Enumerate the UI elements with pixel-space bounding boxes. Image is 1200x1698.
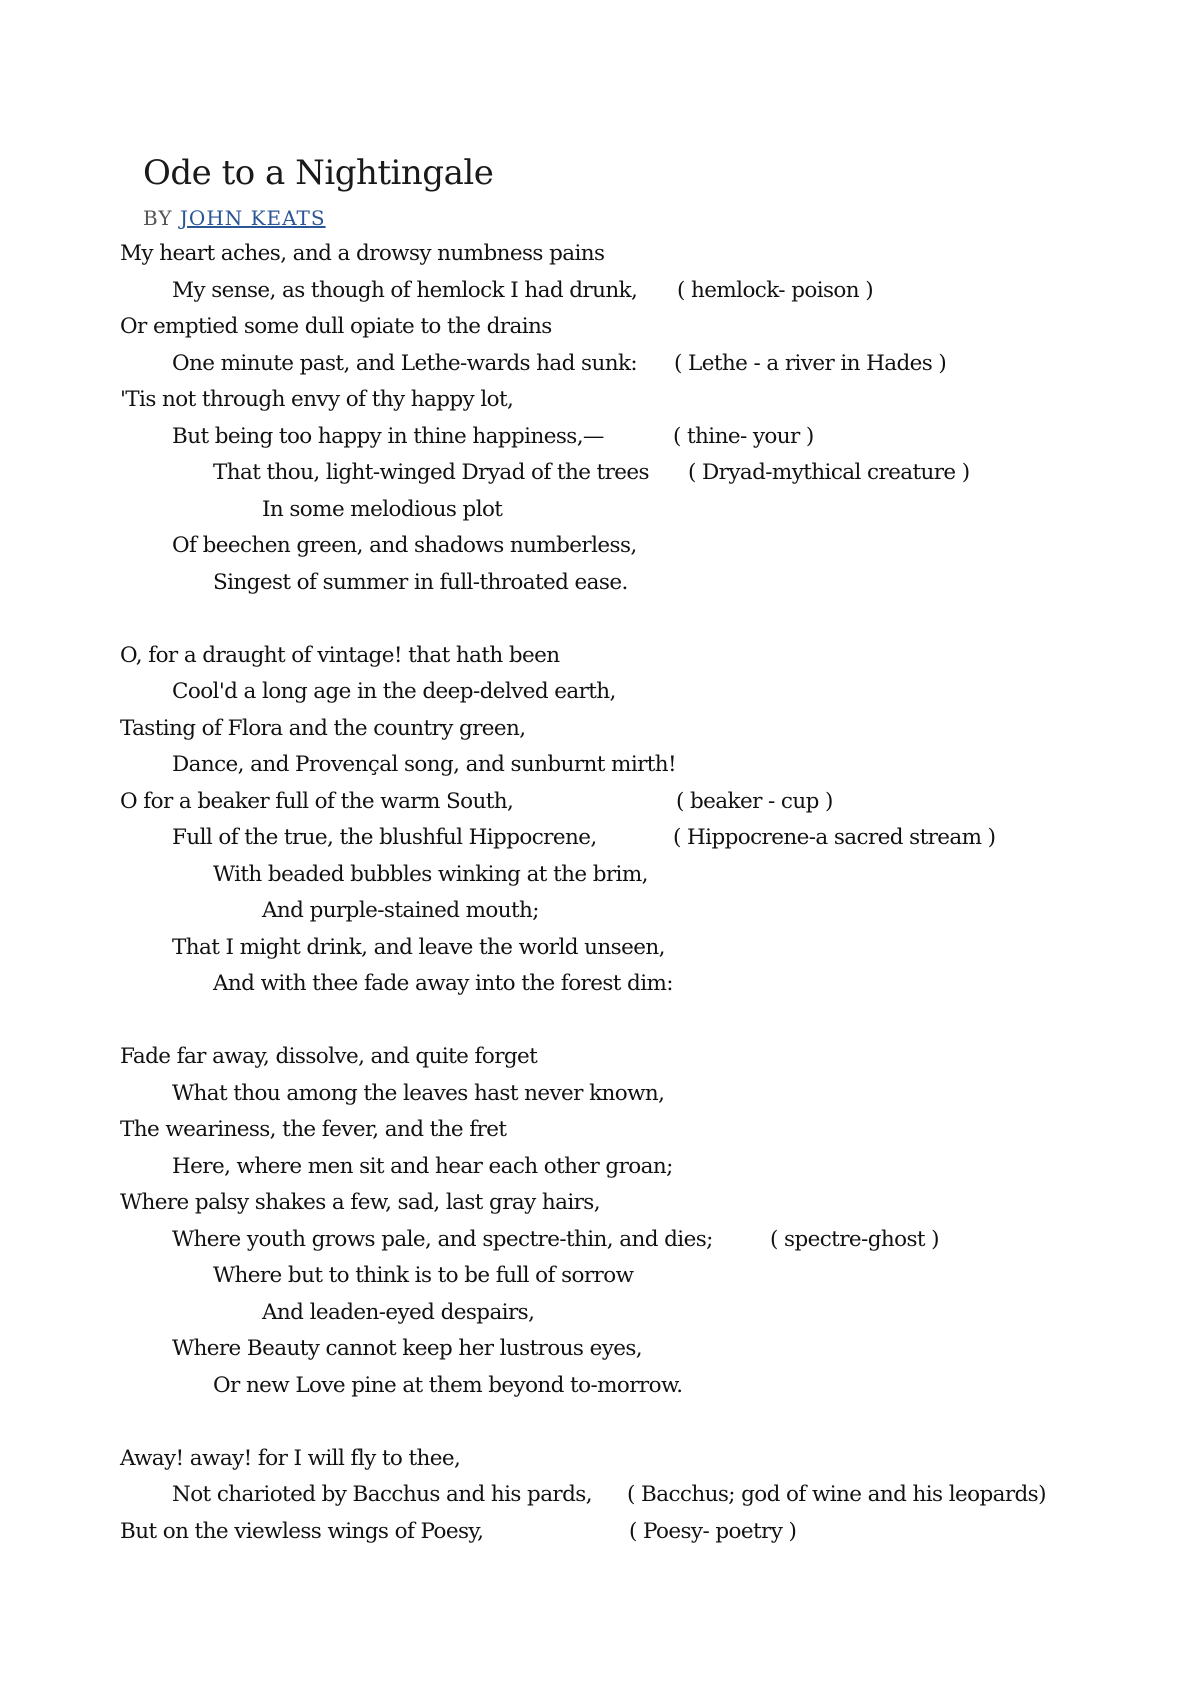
poem-line: But on the viewless wings of Poesy, ( Poesy- poetry ) xyxy=(120,1514,1180,1551)
poem-line: In some melodious plot xyxy=(262,496,503,522)
poem-line: One minute past, and Lethe-wards had sunk: ( Lethe - a river in Hades ) xyxy=(120,346,1180,383)
poem-line: Where youth grows pale, and spectre-thin, and dies; ( spectre-ghost ) xyxy=(120,1222,1180,1259)
poem-line: The weariness, the fever, and the fret xyxy=(120,1117,507,1142)
poem-line: But being too happy in thine happiness,— ( thine- your ) xyxy=(120,419,1180,456)
stanza-break xyxy=(120,601,1180,638)
poem-body xyxy=(120,236,1180,1550)
poem-line: Here, where men sit and hear each other groan; xyxy=(172,1153,673,1179)
poem-line: And leaden-eyed despairs, xyxy=(262,1299,535,1325)
poem-line: Cool'd a long age in the deep-delved earth, xyxy=(172,679,616,704)
poem-line: My heart aches, and a drowsy numbness pains xyxy=(120,241,605,266)
poem-line: Dance, and Provençal song, and sunburnt mirth! xyxy=(172,752,677,777)
gloss-annotation: ( Bacchus; god of wine and his leopards) xyxy=(627,1482,1046,1507)
poem-title: Ode to a Nightingale xyxy=(143,153,494,193)
poem-line: Singest of summer in full-throated ease. xyxy=(213,569,628,595)
poem-line: Away! away! for I will fly to thee, xyxy=(120,1445,461,1471)
gloss-annotation: ( spectre-ghost ) xyxy=(770,1226,939,1252)
poem-line: With beaded bubbles winking at the brim, xyxy=(213,861,648,887)
poem-line: Where but to think is to be full of sorrow xyxy=(213,1263,634,1288)
poem-line: And with thee fade away into the forest dim: xyxy=(213,971,673,996)
gloss-annotation: ( hemlock- poison ) xyxy=(677,277,874,303)
poem-line: Not charioted by Bacchus and his pards, ( Bacchus; god of wine and his leopards) xyxy=(120,1477,1180,1514)
poem-line: That thou, light-winged Dryad of the trees ( Dryad-mythical creature ) xyxy=(120,455,1180,492)
gloss-annotation: ( Lethe - a river in Hades ) xyxy=(674,350,947,376)
poem-line: Or emptied some dull opiate to the drains xyxy=(120,314,552,339)
poem-line: 'Tis not through envy of thy happy lot, xyxy=(120,387,514,412)
author-link[interactable]: JOHN KEATS xyxy=(179,206,326,230)
gloss-annotation: ( beaker - cup ) xyxy=(676,788,833,814)
gloss-annotation: ( Dryad-mythical creature ) xyxy=(688,460,970,485)
poem-line: Tasting of Flora and the country green, xyxy=(120,715,526,741)
poem-line: My sense, as though of hemlock I had drunk, ( hemlock- poison ) xyxy=(120,273,1180,310)
byline xyxy=(143,206,326,230)
poem-line: That I might drink, and leave the world unseen, xyxy=(172,934,665,960)
poem-line: Fade far away, dissolve, and quite forget xyxy=(120,1044,538,1069)
stanza-break xyxy=(120,1404,1180,1441)
poem-line: Or new Love pine at them beyond to-morrow. xyxy=(213,1372,683,1398)
gloss-annotation: ( Hippocrene-a sacred stream ) xyxy=(673,825,996,850)
poem-line: O for a beaker full of the warm South, ( beaker - cup ) xyxy=(120,784,1180,821)
poem-line: What thou among the leaves hast never known, xyxy=(172,1080,665,1106)
stanza-break xyxy=(120,1003,1180,1040)
gloss-annotation: ( Poesy- poetry ) xyxy=(629,1518,797,1544)
byline-prefix: BY xyxy=(143,206,180,230)
poem-line: Where palsy shakes a few, sad, last gray hairs, xyxy=(120,1190,600,1215)
poem-line: O, for a draught of vintage! that hath been xyxy=(120,642,560,668)
poem-line: Of beechen green, and shadows numberless, xyxy=(172,533,637,558)
poem-line: And purple-stained mouth; xyxy=(262,898,539,923)
poem-line: Full of the true, the blushful Hippocrene, ( Hippocrene-a sacred stream ) xyxy=(120,820,1180,857)
poem-line: Where Beauty cannot keep her lustrous eyes, xyxy=(172,1336,643,1361)
gloss-annotation: ( thine- your ) xyxy=(673,423,814,449)
